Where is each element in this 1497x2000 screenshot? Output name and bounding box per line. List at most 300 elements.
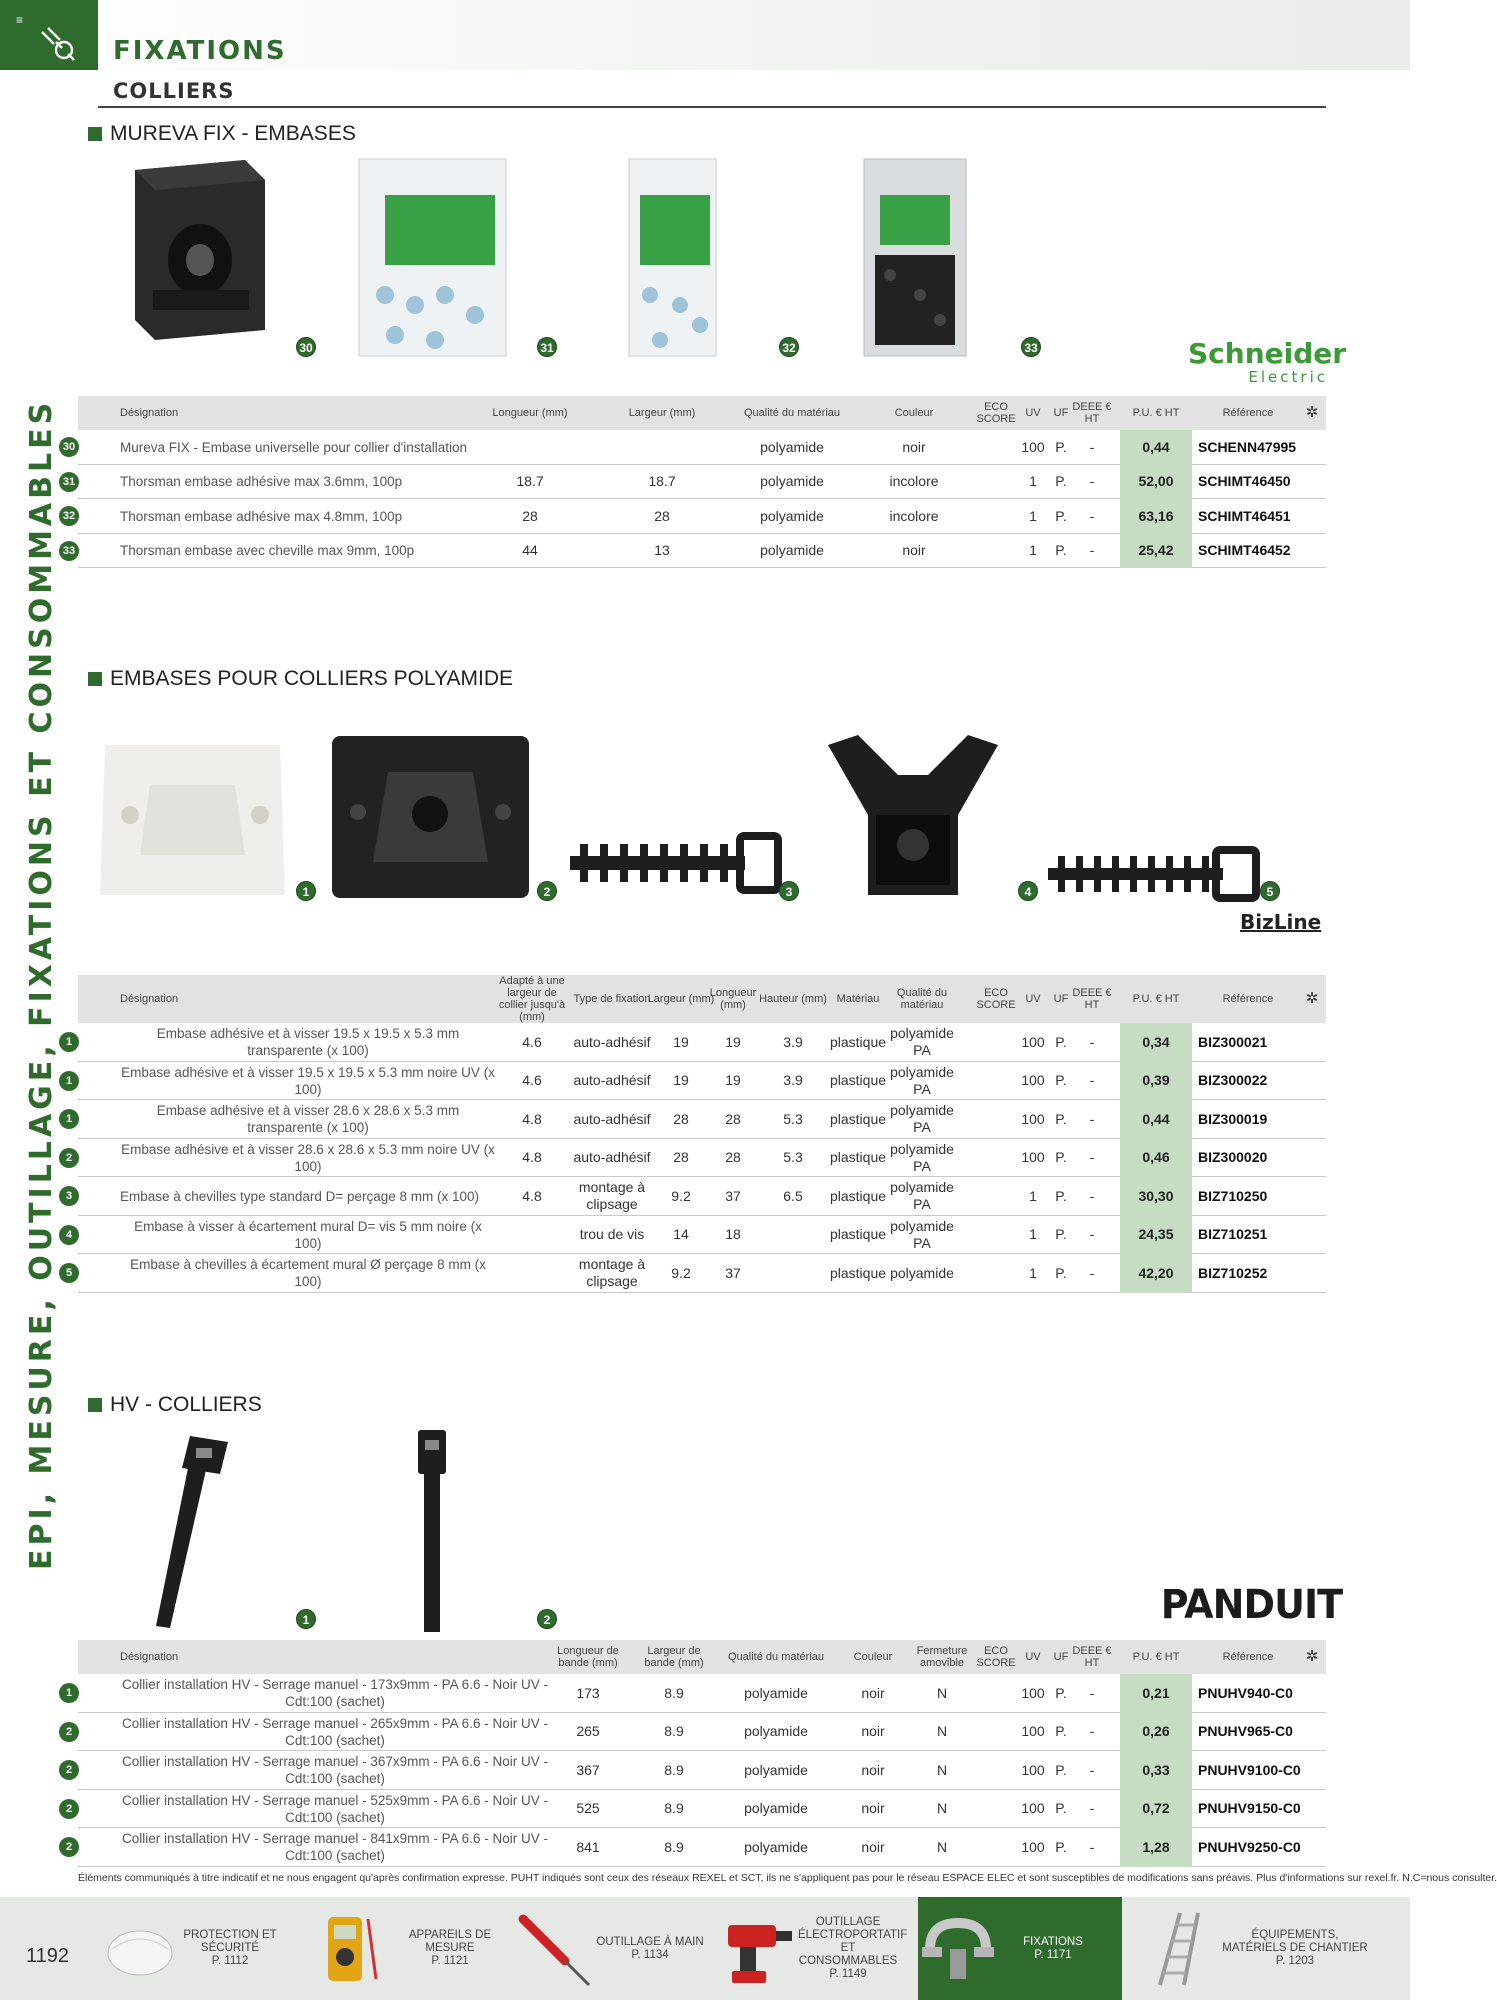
cell-mat: polyamide [760, 542, 824, 559]
cell-hau [758, 1254, 828, 1293]
cell-uf: P. [1055, 1149, 1067, 1166]
cell-uf: P. [1055, 1684, 1067, 1701]
cell-uf: P. [1055, 1187, 1067, 1204]
table-row[interactable] [65, 1790, 1326, 1829]
cell-uf: P. [1055, 1723, 1067, 1740]
cell-uf: P. [1055, 1226, 1067, 1243]
cell-uv: 1 [1029, 1226, 1037, 1243]
nav-page: P. 1203 [1275, 1955, 1315, 1967]
cell-ref: BIZ300019 [1198, 1110, 1268, 1127]
disclaimer-footnote: Éléments communiqués à titre indicatif et ne nous engagent qu'après confirmation expresse. PUHT indiqués sont ceux des réseaux REXEL et SCT, ils ne s'appliquent pas pour le réseau ESPACE ELEC et sont susceptibles de modifications sans préavis. Plus d'informations sur rexel.fr. N.C=nous consulter. [78, 1872, 1497, 1884]
cell-type: auto-adhésif [573, 1110, 651, 1127]
nav-label [1220, 1929, 1370, 1968]
table-header [78, 975, 1326, 1023]
cell-uf: P. [1055, 473, 1067, 490]
cell-qual: polyamide PA [890, 1179, 954, 1213]
cell-deee: - [1089, 1264, 1095, 1281]
row-number-badge: 5 [59, 1263, 79, 1283]
row-number-badge: 33 [59, 541, 79, 561]
col-header: Largeur (mm) [647, 993, 715, 1005]
col-header: Désignation [120, 407, 179, 419]
row-number-badge: 3 [59, 1186, 79, 1206]
cell-uf: P. [1055, 1761, 1067, 1778]
cell-lar: 13 [654, 542, 670, 559]
table-row[interactable] [65, 1254, 1326, 1293]
cell-deee: - [1089, 1761, 1095, 1778]
cell-uv: 100 [1021, 438, 1045, 455]
table-row[interactable] [65, 1751, 1326, 1790]
row-number-badge: 2 [59, 1799, 79, 1819]
cell-ref: SCHIMT46452 [1198, 542, 1291, 559]
cell-pu: 0,26 [1120, 1713, 1192, 1752]
cell-uv: 100 [1021, 1149, 1045, 1166]
cell-col: noir [861, 1723, 885, 1740]
cell-uv: 100 [1021, 1761, 1045, 1778]
cell-lon: 841 [576, 1838, 600, 1855]
cell-fer: N [936, 1838, 948, 1855]
cell-des: Embase à chevilles à écartement mural Ø perçage 8 mm (x 100) [130, 1257, 486, 1290]
cell-lon: 18 [725, 1226, 741, 1243]
cell-mat: plastique [829, 1033, 887, 1050]
settings-gear-icon[interactable]: ✲ [1305, 990, 1319, 1007]
table-row[interactable] [65, 1139, 1326, 1178]
table-row[interactable] [65, 1177, 1326, 1216]
cell-mat: polyamide [744, 1723, 808, 1740]
cell-pu: 24,35 [1120, 1216, 1192, 1255]
cell-lon: 19 [725, 1072, 741, 1089]
product-image-33 [860, 155, 970, 360]
col-header: ECO SCORE [976, 401, 1016, 425]
cell-pu: 52,00 [1120, 465, 1192, 500]
product-badge: 2 [537, 1609, 557, 1629]
cell-deee: - [1089, 1684, 1095, 1701]
cell-des: Collier installation HV - Serrage manuel - 841x9mm - PA 6.6 - Noir UV - Cdt:100 (sachet) [122, 1831, 548, 1864]
cell-ad: 4.6 [522, 1072, 542, 1089]
cell-type: montage à clipsage [578, 1256, 646, 1290]
cell-des: Collier installation HV - Serrage manuel - 265x9mm - PA 6.6 - Noir UV - Cdt:100 (sachet) [122, 1715, 548, 1748]
nav-label [998, 1936, 1108, 1962]
cell-col: noir [861, 1684, 885, 1701]
brand-name: Schneider [1188, 337, 1347, 370]
table-row[interactable] [65, 1100, 1326, 1139]
cell-deee: - [1089, 438, 1095, 455]
cell-mat: polyamide [744, 1838, 808, 1855]
cell-ref: PNUHV9100-C0 [1198, 1761, 1301, 1778]
col-header: Largeur de bande (mm) [644, 1645, 704, 1669]
nav-mesure[interactable] [310, 1897, 520, 2000]
cell-pu: 25,42 [1120, 534, 1192, 569]
product-badge: 1 [296, 881, 316, 901]
cell-col: incolore [889, 507, 939, 524]
cell-des: Thorsman embase adhésive max 3.6mm, 100p [120, 474, 403, 490]
row-number-badge: 1 [59, 1683, 79, 1703]
cell-qual: polyamide PA [890, 1140, 954, 1174]
section-marker-icon [88, 1398, 102, 1412]
col-header: Longueur (mm) [709, 987, 757, 1011]
cell-pu: 0,44 [1120, 430, 1192, 465]
cell-ref: PNUHV9150-C0 [1198, 1800, 1301, 1817]
section-marker-icon [88, 672, 102, 686]
nav-label [798, 1916, 908, 1981]
cell-pu: 0,21 [1120, 1674, 1192, 1713]
cell-fer: N [936, 1761, 948, 1778]
table-row[interactable] [62, 499, 1326, 534]
col-header: Longueur de bande (mm) [557, 1645, 619, 1669]
cell-lar: 19 [673, 1033, 689, 1050]
table-row[interactable] [65, 1023, 1326, 1062]
cell-qual: polyamide PA [890, 1025, 954, 1059]
cell-deee: - [1089, 1838, 1095, 1855]
section-heading-embases [88, 667, 513, 691]
col-header: P.U. € HT [1132, 407, 1180, 419]
cell-fer: N [936, 1684, 948, 1701]
nav-fixations[interactable] [918, 1897, 1122, 2000]
cell-des: Embase à visser à écartement mural D= vis 5 mm noire (x 100) [134, 1218, 482, 1251]
cell-ad: 4.8 [522, 1110, 542, 1127]
cell-ad [496, 1216, 568, 1255]
cell-type: trou de vis [579, 1226, 645, 1243]
cell-lon [480, 430, 580, 465]
cell-ad: 4.6 [522, 1033, 542, 1050]
ladder-icon [1140, 1909, 1220, 1989]
cell-hau: 6.5 [783, 1187, 803, 1204]
cell-hau [758, 1216, 828, 1255]
cell-col: noir [861, 1761, 885, 1778]
col-header: Désignation [120, 993, 179, 1005]
col-header: DEEE € HT [1072, 987, 1112, 1011]
cell-uv: 100 [1021, 1723, 1045, 1740]
cell-uf: P. [1055, 542, 1067, 559]
cell-deee: - [1089, 1072, 1095, 1089]
nav-text: PROTECTION ET SÉCURITÉ [183, 1929, 277, 1954]
cell-mat: polyamide [744, 1800, 808, 1817]
row-number-badge: 30 [59, 437, 79, 457]
cell-ref: BIZ710250 [1198, 1187, 1268, 1204]
row-number-badge: 1 [59, 1032, 79, 1052]
section-marker-icon [88, 127, 102, 141]
cell-des: Thorsman embase adhésive max 4.8mm, 100p [120, 508, 403, 524]
brand-subname: Electric [1248, 368, 1328, 386]
nav-electroportatif[interactable] [718, 1897, 918, 2000]
col-header: UV [1025, 1651, 1041, 1663]
cell-lon: 367 [576, 1761, 600, 1778]
cell-uf: P. [1055, 1838, 1067, 1855]
row-number-badge: 1 [59, 1109, 79, 1129]
product-badge: 4 [1018, 881, 1038, 901]
cell-deee: - [1089, 1226, 1095, 1243]
menu-icon[interactable]: ≡ [16, 13, 24, 27]
nav-protection[interactable] [100, 1897, 300, 2000]
table-row[interactable] [62, 534, 1326, 569]
screwdriver-icon [515, 1909, 595, 1989]
nav-text: APPAREILS DE MESURE [408, 1929, 492, 1954]
col-header: UF [1053, 1651, 1069, 1663]
product-badge: 30 [296, 337, 316, 357]
table-header [78, 1640, 1326, 1674]
col-header: UF [1053, 993, 1069, 1005]
cell-mat: polyamide [744, 1684, 808, 1701]
cell-uf: P. [1055, 1072, 1067, 1089]
cell-des: Embase à chevilles type standard D= perçage 8 mm (x 100) [120, 1188, 480, 1204]
cell-uv: 100 [1021, 1800, 1045, 1817]
nav-page: P. 1134 [631, 1948, 669, 1961]
side-title: EPI, MESURE, OUTILLAGE, FIXATIONS ET CONSOMMABLES [24, 398, 59, 1570]
row-number-badge: 2 [59, 1722, 79, 1742]
product-image-31 [355, 155, 510, 360]
nav-label [595, 1936, 705, 1962]
table-embases [65, 975, 1326, 1293]
product-badge: 32 [779, 337, 799, 357]
cell-mat: plastique [829, 1187, 887, 1204]
col-header: Couleur [853, 1651, 893, 1663]
table-hv [65, 1640, 1326, 1867]
cell-qual: polyamide PA [890, 1217, 954, 1251]
cell-deee: - [1089, 473, 1095, 490]
cell-uf: P. [1055, 1264, 1067, 1281]
cell-pu: 0,39 [1120, 1062, 1192, 1101]
cell-lar [612, 430, 712, 465]
cell-des: Thorsman embase avec cheville max 9mm, 100p [120, 543, 415, 559]
cell-qual: polyamide PA [890, 1063, 954, 1097]
row-number-badge: 2 [59, 1760, 79, 1780]
cell-lar: 28 [673, 1110, 689, 1127]
section-title: EMBASES POUR COLLIERS POLYAMIDE [110, 667, 513, 690]
cell-des: Embase adhésive et à visser 28.6 x 28.6 x 5.3 mm transparente (x 100) [156, 1103, 460, 1136]
page-subtitle: COLLIERS [113, 79, 235, 103]
col-header: ECO SCORE [976, 1645, 1016, 1669]
product-badge: 31 [537, 337, 557, 357]
nav-outillage[interactable] [515, 1897, 715, 2000]
col-header: Hauteur (mm) [759, 993, 827, 1005]
col-header: DEEE € HT [1072, 1645, 1112, 1669]
col-header: Qualité du matériau [728, 1651, 824, 1663]
row-number-badge: 31 [59, 472, 79, 492]
cell-mat: plastique [829, 1110, 887, 1127]
cell-uv: 100 [1021, 1110, 1045, 1127]
cell-uf: P. [1055, 1110, 1067, 1127]
cell-lar: 9.2 [671, 1187, 691, 1204]
row-number-badge: 2 [59, 1148, 79, 1168]
product-image-4 [828, 735, 998, 900]
col-header: Référence [1222, 407, 1274, 419]
row-number-badge: 2 [59, 1837, 79, 1857]
cell-mat: plastique [829, 1072, 887, 1089]
cell-deee: - [1089, 1723, 1095, 1740]
nav-page: P. 1171 [1034, 1948, 1072, 1961]
cell-ref: SCHIMT46450 [1198, 473, 1291, 490]
cell-pu: 1,28 [1120, 1828, 1192, 1867]
cell-deee: - [1089, 542, 1095, 559]
cell-qual: polyamide [890, 1264, 954, 1281]
cell-qual: polyamide PA [890, 1102, 954, 1136]
cell-lar: 8.9 [664, 1684, 684, 1701]
table-row[interactable] [62, 430, 1326, 465]
cell-fer: N [936, 1723, 948, 1740]
clamp-icon [918, 1909, 998, 1989]
cell-pu: 0,44 [1120, 1100, 1192, 1139]
cell-lon: 44 [522, 542, 538, 559]
section-heading-hv [88, 1393, 262, 1417]
cell-uv: 1 [1029, 1264, 1037, 1281]
cell-mat: plastique [829, 1226, 887, 1243]
cell-type: auto-adhésif [573, 1072, 651, 1089]
cell-lar: 19 [673, 1072, 689, 1089]
cell-mat: plastique [829, 1264, 887, 1281]
cell-ref: BIZ300021 [1198, 1033, 1268, 1050]
table-row[interactable] [65, 1713, 1326, 1752]
section-heading-mureva [88, 122, 356, 146]
cell-pu: 42,20 [1120, 1254, 1192, 1293]
cell-lon: 28 [725, 1110, 741, 1127]
nav-page: P. 1121 [431, 1955, 469, 1967]
cell-pu: 0,72 [1120, 1790, 1192, 1829]
nav-text: ÉQUIPEMENTS, MATÉRIELS DE CHANTIER [1222, 1929, 1368, 1954]
product-image-hv-2 [412, 1428, 452, 1633]
cell-lar: 14 [673, 1226, 689, 1243]
cell-type: auto-adhésif [573, 1149, 651, 1166]
cell-col: noir [902, 438, 926, 455]
cell-hau: 3.9 [783, 1033, 803, 1050]
page-number: 1192 [26, 1945, 70, 1967]
brand-logo-bizline: BizLine [1240, 910, 1322, 934]
cell-uv: 1 [1029, 1187, 1037, 1204]
product-image-1 [95, 735, 290, 905]
cell-ref: BIZ300020 [1198, 1149, 1268, 1166]
product-image-32 [625, 155, 720, 360]
page-title: FIXATIONS [113, 36, 287, 66]
col-header: Qualité du matériau [744, 407, 840, 419]
table-row[interactable] [65, 1828, 1326, 1867]
cell-uv: 1 [1029, 473, 1037, 490]
cell-des: Embase adhésive et à visser 19.5 x 19.5 x 5.3 mm transparente (x 100) [156, 1026, 460, 1059]
title-divider [98, 106, 1326, 108]
col-header: Référence [1222, 1651, 1274, 1663]
section-title: MUREVA FIX - EMBASES [110, 122, 356, 145]
col-header: Fermeture amovible [916, 1645, 968, 1669]
cell-lon: 525 [576, 1800, 600, 1817]
brand-logo-schneider [1188, 337, 1347, 386]
multimeter-icon [310, 1909, 390, 1989]
cell-ad: 4.8 [522, 1149, 542, 1166]
cell-des: Embase adhésive et à visser 28.6 x 28.6 x 5.3 mm noire UV (x 100) [121, 1141, 495, 1174]
product-badge: 33 [1021, 337, 1041, 357]
cell-lar: 28 [654, 507, 670, 524]
cell-uf: P. [1055, 438, 1067, 455]
cell-pu: 0,34 [1120, 1023, 1192, 1062]
tools-icon [38, 24, 78, 62]
col-header: UF [1053, 407, 1069, 419]
cell-uv: 100 [1021, 1684, 1045, 1701]
cell-lon: 28 [725, 1149, 741, 1166]
col-header: Longueur (mm) [492, 407, 568, 419]
nav-label [390, 1929, 510, 1968]
section-title: HV - COLLIERS [110, 1393, 262, 1416]
settings-gear-icon[interactable]: ✲ [1305, 1648, 1319, 1665]
cell-ref: BIZ300022 [1198, 1072, 1268, 1089]
cell-lar: 8.9 [664, 1761, 684, 1778]
col-header: P.U. € HT [1132, 1651, 1180, 1663]
cell-type: montage à clipsage [578, 1179, 646, 1213]
cell-ref: SCHIMT46451 [1198, 507, 1291, 524]
cell-des: Collier installation HV - Serrage manuel - 367x9mm - PA 6.6 - Noir UV - Cdt:100 (sachet) [122, 1754, 548, 1787]
cell-deee: - [1089, 1110, 1095, 1127]
cell-uv: 1 [1029, 507, 1037, 524]
category-logo[interactable] [0, 0, 98, 70]
cell-des: Collier installation HV - Serrage manuel - 525x9mm - PA 6.6 - Noir UV - Cdt:100 (sachet) [122, 1792, 548, 1825]
row-number-badge: 4 [59, 1225, 79, 1245]
table-row[interactable] [65, 1674, 1326, 1713]
cell-uf: P. [1055, 1033, 1067, 1050]
col-header: Type de fixation [573, 993, 651, 1005]
product-badge: 3 [779, 881, 799, 901]
cell-hau: 5.3 [783, 1149, 803, 1166]
cell-hau: 3.9 [783, 1072, 803, 1089]
nav-text: OUTILLAGE À MAIN [596, 1935, 704, 1948]
cell-lar: 18.7 [648, 473, 676, 490]
cell-ref: PNUHV9250-C0 [1198, 1838, 1301, 1855]
table-row[interactable] [65, 1062, 1326, 1101]
nav-text: FIXATIONS [1023, 1935, 1083, 1948]
cell-deee: - [1089, 1033, 1095, 1050]
cell-col: incolore [889, 473, 939, 490]
col-header: UV [1025, 407, 1041, 419]
cell-lon: 37 [725, 1187, 741, 1204]
cell-ref: SCHENN47995 [1198, 438, 1297, 455]
cell-ref: BIZ710251 [1198, 1226, 1268, 1243]
nav-page: P. 1149 [829, 1968, 867, 1980]
cell-mat: plastique [829, 1149, 887, 1166]
col-header: Référence [1222, 993, 1274, 1005]
row-number-badge: 32 [59, 506, 79, 526]
col-header: UV [1025, 993, 1041, 1005]
row-number-badge: 1 [59, 1071, 79, 1091]
cell-type: auto-adhésif [573, 1033, 651, 1050]
col-header: DEEE € HT [1072, 401, 1112, 425]
col-header: P.U. € HT [1132, 993, 1180, 1005]
table-row[interactable] [65, 1216, 1326, 1255]
mask-icon [100, 1909, 180, 1989]
cell-pu: 63,16 [1120, 499, 1192, 534]
cell-ad [496, 1254, 568, 1293]
cell-pu: 0,46 [1120, 1139, 1192, 1178]
cell-lar: 28 [673, 1149, 689, 1166]
cell-uv: 1 [1029, 542, 1037, 559]
cell-uv: 100 [1021, 1033, 1045, 1050]
brand-logo-panduit: PANDUIT [1160, 1582, 1343, 1628]
table-mureva [62, 396, 1326, 568]
cell-col: noir [861, 1800, 885, 1817]
cell-lar: 8.9 [664, 1838, 684, 1855]
cell-deee: - [1089, 1149, 1095, 1166]
nav-label [180, 1929, 280, 1968]
cell-lon: 18.7 [516, 473, 544, 490]
table-row[interactable] [62, 465, 1326, 500]
col-header: Matériau [836, 993, 880, 1005]
product-image-hv-1 [150, 1428, 240, 1633]
cell-fer: N [936, 1800, 948, 1817]
nav-equipements[interactable] [1140, 1897, 1400, 2000]
settings-gear-icon[interactable]: ✲ [1305, 404, 1319, 421]
cell-des: Embase adhésive et à visser 19.5 x 19.5 x 5.3 mm noire UV (x 100) [121, 1064, 495, 1097]
cell-mat: polyamide [744, 1761, 808, 1778]
cell-pu: 30,30 [1120, 1177, 1192, 1216]
cell-des: Mureva FIX - Embase universelle pour collier d'installation [120, 439, 467, 455]
product-image-2 [328, 732, 533, 902]
product-image-3 [570, 832, 780, 894]
cell-lar: 8.9 [664, 1800, 684, 1817]
cell-lon: 28 [522, 507, 538, 524]
drill-icon [718, 1909, 798, 1989]
